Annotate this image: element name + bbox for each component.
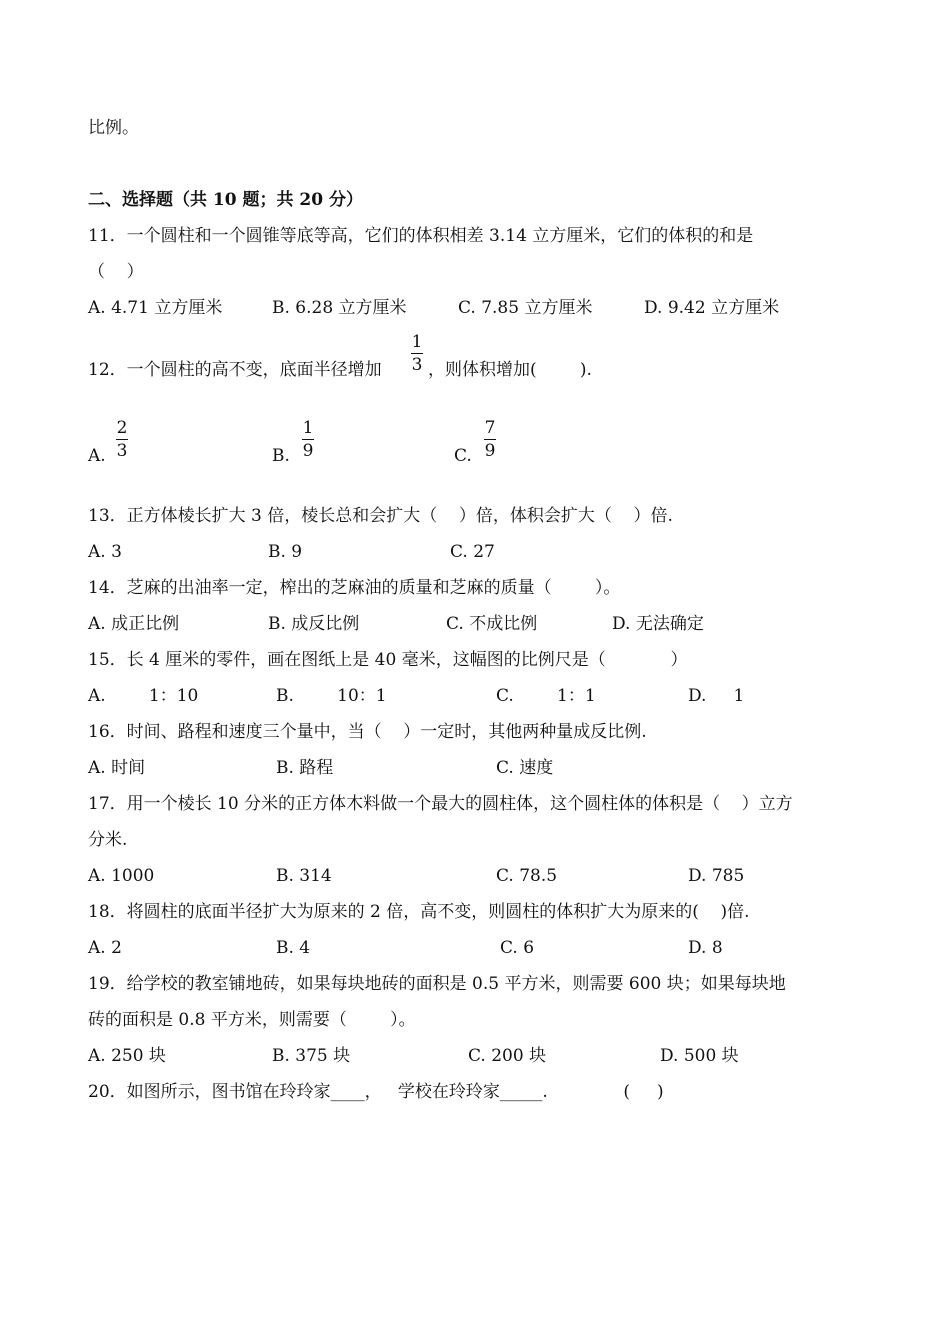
q18-stem: 18．将圆柱的底面半径扩大为原来的 2 倍，高不变，则圆柱的体积扩大为原来的( )倍.	[88, 902, 750, 922]
fraction-numerator: 2	[116, 418, 128, 438]
q11-option-a: A. 4.71 立方厘米	[88, 298, 223, 318]
q15-stem: 15．长 4 厘米的零件，画在图纸上是 40 毫米，这幅图的比例尺是（ ）	[88, 650, 688, 670]
q14-option-a: A. 成正比例	[88, 614, 180, 634]
q13-option-b: B. 9	[268, 542, 303, 562]
q18-option-a: A. 2	[88, 938, 122, 958]
q12-option-a-fraction	[116, 418, 128, 461]
q12-option-c-fraction	[484, 418, 496, 461]
q14-option-c: C. 不成比例	[446, 614, 538, 634]
q13-option-c: C. 27	[450, 542, 495, 562]
q14-option-b: B. 成反比例	[268, 614, 360, 634]
continued-text: 比例。	[88, 118, 139, 138]
q12-option-a-label: A.	[88, 446, 106, 466]
q19-stem-cont: 砖的面积是 0.8 平方米，则需要（ ）。	[88, 1010, 416, 1030]
q15-option-d: D. 1	[688, 686, 745, 706]
q18-option-b: B. 4	[276, 938, 311, 958]
fraction-bar	[484, 439, 496, 440]
q11-option-c: C. 7.85 立方厘米	[458, 298, 593, 318]
q12-option-c-label: C.	[454, 446, 472, 466]
q16-option-b: B. 路程	[276, 758, 334, 778]
q17-option-d: D. 785	[688, 866, 745, 886]
q18-option-c: C. 6	[500, 938, 535, 958]
q19-option-b: B. 375 块	[272, 1046, 351, 1066]
q13-option-a: A. 3	[88, 542, 122, 562]
fraction-denominator: 9	[302, 441, 314, 461]
q17-stem: 17．用一个棱长 10 分米的正方体木料做一个最大的圆柱体，这个圆柱体的体积是（ ）立方	[88, 794, 793, 814]
fraction-numerator: 1	[302, 418, 314, 438]
q14-stem: 14．芝麻的出油率一定，榨出的芝麻油的质量和芝麻的质量（ ）。	[88, 578, 621, 598]
q17-option-a: A. 1000	[88, 866, 155, 886]
q19-option-a: A. 250 块	[88, 1046, 166, 1066]
q12-stem-prefix: 12．一个圆柱的高不变，底面半径增加	[88, 360, 382, 380]
q16-option-a: A. 时间	[88, 758, 146, 778]
q12-option-b-fraction	[302, 418, 314, 461]
q17-option-b: B. 314	[276, 866, 332, 886]
fraction-bar	[411, 353, 423, 354]
q15-option-c: C. 1：1	[496, 686, 596, 706]
fraction-denominator: 3	[411, 355, 423, 375]
q11-option-b: B. 6.28 立方厘米	[272, 298, 407, 318]
q14-option-d: D. 无法确定	[612, 614, 704, 634]
fraction-bar	[116, 439, 128, 440]
q16-option-c: C. 速度	[496, 758, 554, 778]
q20-stem: 20．如图所示，图书馆在玲玲家____， 学校在玲玲家_____. ( )	[88, 1082, 664, 1102]
q12-fraction	[411, 332, 423, 375]
q17-stem-cont: 分米.	[88, 830, 128, 850]
section-title: 二、选择题（共 10 题；共 20 分）	[88, 190, 363, 210]
q11-stem: 11．一个圆柱和一个圆锥等底等高，它们的体积相差 3.14 立方厘米，它们的体积的和是	[88, 226, 754, 246]
q13-stem: 13．正方体棱长扩大 3 倍，棱长总和会扩大（ ）倍，体积会扩大（ ）倍.	[88, 506, 673, 526]
q15-option-b: B. 10：1	[276, 686, 387, 706]
fraction-denominator: 3	[116, 441, 128, 461]
q11-blank: （ ）	[88, 262, 144, 282]
q12-stem-suffix: ，则体积增加( ).	[428, 360, 592, 380]
q15-option-a: A. 1：10	[88, 686, 199, 706]
fraction-bar	[302, 439, 314, 440]
q19-option-d: D. 500 块	[660, 1046, 739, 1066]
q16-stem: 16．时间、路程和速度三个量中，当（ ）一定时，其他两种量成反比例.	[88, 722, 647, 742]
fraction-numerator: 7	[484, 418, 496, 438]
q19-option-c: C. 200 块	[468, 1046, 547, 1066]
q11-option-d: D. 9.42 立方厘米	[644, 298, 780, 318]
fraction-numerator: 1	[411, 332, 423, 352]
q18-option-d: D. 8	[688, 938, 723, 958]
q17-option-c: C. 78.5	[496, 866, 558, 886]
fraction-denominator: 9	[484, 441, 496, 461]
q12-option-b-label: B.	[272, 446, 290, 466]
q19-stem: 19．给学校的教室铺地砖，如果每块地砖的面积是 0.5 平方米，则需要 600 块；如果每块地	[88, 974, 786, 994]
